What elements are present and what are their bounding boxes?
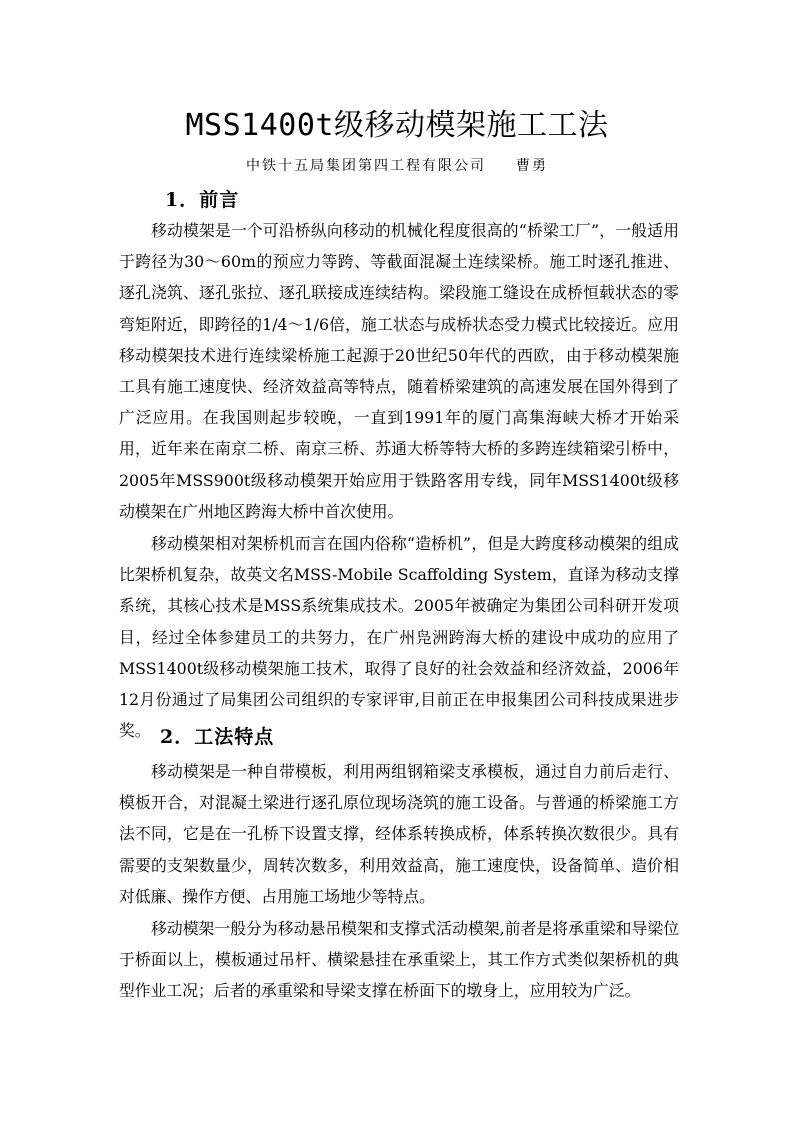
document-title: MSS1400t级移动模架施工工法	[185, 108, 609, 143]
author-name: 曹勇	[516, 158, 548, 174]
paragraph: 移动模架一般分为移动悬吊模架和支撑式活动模架,前者是将承重梁和导梁位于桥面以上，模板通过吊杆、横梁悬挂在承重梁上，其工作方式类似架桥机的典型作业工况；后者的承重梁和导梁支撑在桥面下的墩身上，应用较为广泛。	[119, 919, 679, 1001]
author-line	[0, 155, 794, 175]
section-heading-preface: 1．前言	[165, 189, 240, 211]
author-organization: 中铁十五局集团第四工程有限公司	[246, 158, 486, 174]
paragraph: 移动模架是一种自带模板，利用两组钢箱梁支承模板，通过自力前后走行、模板开合，对混凝土梁进行逐孔原位现场浇筑的施工设备。与普通的桥梁施工方法不同，它是在一孔桥下设置支撑，经体系转换成桥，体系转换次数很少。具有需要的支架数量少，周转次数多，利用效益高，施工速度快，设备简单、造价相对低廉、操作方便、占用施工场地少等特点。	[119, 762, 679, 906]
paragraph: 移动模架相对架桥机而言在国内俗称“造桥机”，但是大跨度移动模架的组成比架桥机复杂，故英文名MSS-Mobile Scaffolding System，直译为移动支撑系统，其核心技术是MSS系统集成技术。2005年被确定为集团公司科研开发项目，经过全体参建员工的共努力，在广州凫洲跨海大桥的建设中成功的应用了MSS1400t级移动模架施工技术，取得了良好的社会效益和经济效益，2006年12月份通过了局集团公司组织的专家评审,目前正在申报集团公司科技成果进步奖。	[119, 534, 679, 741]
paragraph: 移动模架是一个可沿桥纵向移动的机械化程度很高的“桥梁工厂”，一般适用于跨径为30～60m的预应力等跨、等截面混凝土连续梁桥。施工时逐孔推进、逐孔浇筑、逐孔张拉、逐孔联接成连续结构。梁段施工缝设在成桥恒载状态的零弯矩附近，即跨径的1/4～1/6倍，施工状态与成桥状态受力模式比较接近。应用移动模架技术进行连续梁桥施工起源于20世纪50年代的西欧，由于移动模架施工具有施工速度快、经济效益高等特点，随着桥梁建筑的高速发展在国外得到了广泛应用。在我国则起步较晚，一直到1991年的厦门高集海峡大桥才开始采用，近年来在南京二桥、南京三桥、苏通大桥等特大桥的多跨连续箱梁引桥中，2005年MSS900t级移动模架开始应用于铁路客用专线，同年MSS1400t级移动模架在广州地区跨海大桥中首次使用。	[119, 221, 679, 521]
section-heading-features: 2．工法特点	[160, 726, 275, 748]
